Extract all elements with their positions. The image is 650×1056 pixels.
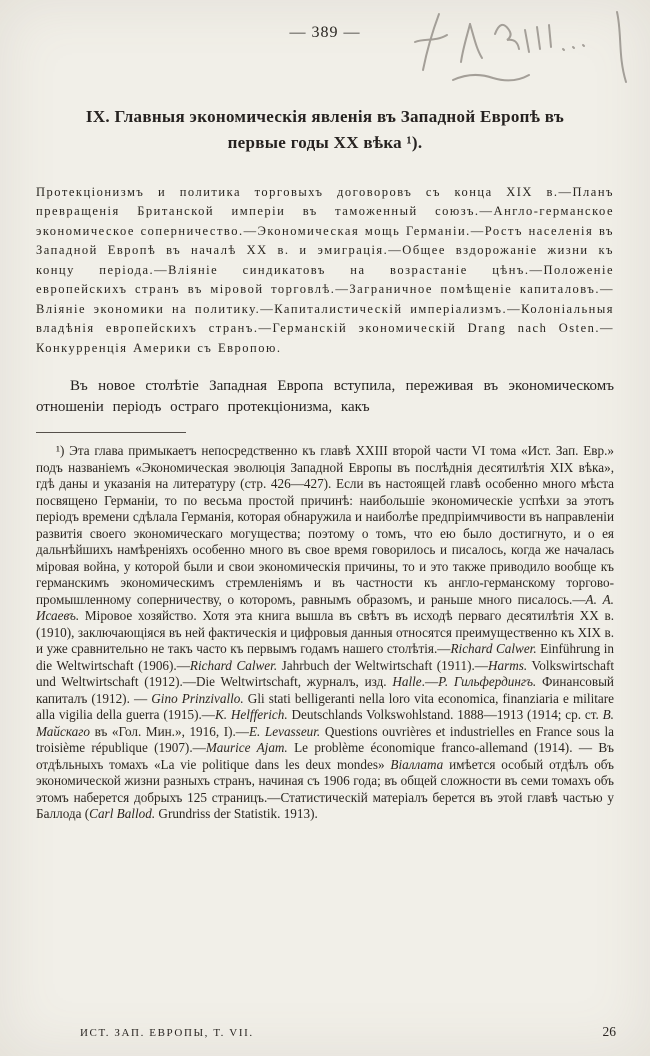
footer-running-title: ИСТ. ЗАП. ЕВРОПЫ, Т. VII.: [80, 1027, 254, 1039]
chapter-summary: Протекціонизмъ и политика торговыхъ договоровъ съ конца XIX в.—Планъ превращенія Британской имперіи въ таможенный союзъ.—Англо-германское экономическое соперничество.—Экономическая мощь Германіи.—Ростъ населенія въ Западной Европѣ въ началѣ XX в. и эмиграція.—Общее вздорожаніе жизни къ концу періода.—Вліяніе синдикатовъ на возрастаніе цѣнъ.—Положеніе европейскихъ странъ въ міровой торговлѣ.—Заграничное помѣщеніе капиталовъ.—Вліяніе экономики на политику.—Капиталистическій имперіализмъ.—Колоніальныя владѣнія европейскихъ странъ.—Германскій экономическій Drang nach Osten.—Конкурренція Америки съ Европою.: [36, 184, 614, 355]
chapter-heading: IX. Главныя экономическія явленія въ Западной Европѣ въ первые годы XX вѣка ¹).: [85, 107, 565, 153]
footnote-text: ¹) Эта глава примыкаетъ непосредственно къ главѣ XXIII второй части VI тома «Ист. Зап. Евр.» подъ названіемъ «Экономическая эволюція Западной Европы въ послѣднія десятилѣтія XIX вѣка», гдѣ даны и указанія на литературу (стр. 426—427). Если въ настоящей главѣ особенно много мѣста посвящено Германіи, то по весьма простой причинѣ: наибольшіе экономическіе успѣхи за этотъ періодъ времени сдѣлала Германія, которая обнаружила и наиболѣе предпріимчивости въ направленіи развитія своего экономическаго могущества; поэтому о томъ, что ею было достигнуто, и о ея дальнѣйшихъ намѣреніяхъ особенно много въ свое время говорилось и писалось, когда же началась міровая война, у которой были и свои экономическія причины, то и это также приводило вообще къ германскимъ экономическимъ стремленіямъ и въ частности къ англо-германскому торгово-промышленному соперничеству, о которомъ, равнымъ образомъ, и раньше много писалось.—А. А. Исаевъ. Міровое хозяйство. Хотя эта книга вышла въ свѣтъ въ исходѣ перваго десятилѣтія XX в. (1910), заключающіяся въ ней фактическія и цифровыя данныя относятся преимущественно къ XIX в. и уже сравнительно не такъ часто къ первымъ годамъ нашего столѣтія.—Richard Calwer. Einführung in die Weltwirtschaft (1906).—Richard Calwer. Jahrbuch der Weltwirtschaft (1911).—Harms. Volkswirtschaft und Weltwirtschaft (1912).—Die Weltwirtschaft, журналъ, изд. Halle.—Р. Гильфердингъ. Финансовый капиталъ (1912). — Gino Prinzivallo. Gli stati belligeranti nella loro vita economica, finanziaria e militare alla vigilia della guerra (1915).—К. Helfferich. Deutschlands Volkswohlstand. 1888—1913 (1914; ср. ст. В. Майскаго въ «Гол. Мин.», 1916, I).—E. Levasseur. Questions ouvrières et industrielles en France sous la troisième république (1907).—Maurice Ajam. Le problème économique franco-allemand (1914). — Въ отдѣльныхъ томахъ «La vie politique dans les deux mondes» Віаллата имѣется особый отдѣлъ объ экономической жизни разныхъ странъ, начиная съ 1906 года; въ общей сложности въ семи томахъ объ этомъ наберется добрыхъ 125 страницъ.—Статистическій матеріалъ берется въ этой главѣ частью у Баллода (Carl Ballod. Grundriss der Statistik. 1913).: [36, 443, 614, 822]
footnote-separator-rule: [36, 432, 186, 433]
page-footer: [36, 1024, 616, 1040]
footer-page-number: 26: [602, 1024, 616, 1039]
handwritten-pencil-note: [409, 4, 644, 92]
body-paragraph: Въ новое столѣтіе Западная Европа вступила, переживая въ экономическомъ отношеніи періодъ остраго протекціонизма, какъ: [36, 378, 614, 416]
page-number-top: — 389 —: [289, 24, 361, 41]
